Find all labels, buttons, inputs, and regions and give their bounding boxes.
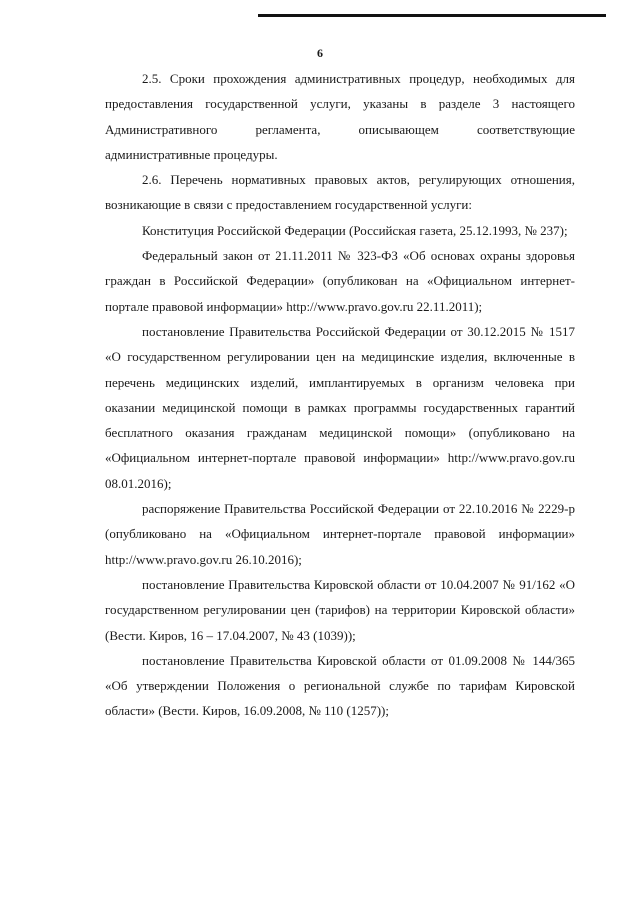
paragraph-2-6: 2.6. Перечень нормативных правовых актов, регулирующих отношения, возникающие в связи с предоставлением государственной услуги: bbox=[105, 172, 575, 213]
paragraph-2-5: 2.5. Сроки прохождения административных процедур, необходимых для предоставления государственной услуги, указаны в разделе 3 настоящего Административного регламента, описывающем соответствующие административные процедуры. bbox=[105, 71, 575, 162]
legal-act-kirov-91-162: постановление Правительства Кировской области от 10.04.2007 № 91/162 «О государственном регулировании цен (тарифов) на территории Кировской области» (Вести. Киров, 16 – 17.04.2007, № 43 (1039)); bbox=[105, 576, 575, 643]
legal-act-order-2229: распоряжение Правительства Российской Федерации от 22.10.2016 № 2229-р (опубликовано на «Официальном интернет-портале правовой информации» http://www.pravo.gov.ru 26.10.2016); bbox=[105, 501, 575, 567]
legal-act-kirov-144-365: постановление Правительства Кировской области от 01.09.2008 № 144/365 «Об утверждении Положения о региональной службе по тарифам Кировской области» (Вести. Киров, 16.09.2008, № 110 (1257)); bbox=[105, 652, 575, 719]
legal-act-federal-law-323: Федеральный закон от 21.11.2011 № 323-ФЗ «Об основах охраны здоровья граждан в Российской Федерации» (опубликован на «Официальном интернет-портале правовой информации» http://www.pravo.gov.ru 22.11.2011); bbox=[105, 248, 575, 314]
legal-act-resolution-1517: постановление Правительства Российской Федерации от 30.12.2015 № 1517 «О государственном регулировании цен на медицинские изделия, включенные в перечень медицинских изделий, имплантируемых в организм человека при оказании медицинской помощи в рамках программы государственных гарантий бесплатного оказания гражданам медицинской помощи» (опубликовано на «Официальном интернет-портале правовой информации» http://www.pravo.gov.ru 08.01.2016); bbox=[105, 323, 575, 491]
page-number: 6 bbox=[317, 46, 323, 60]
legal-act-constitution: Конституция Российской Федерации (Российская газета, 25.12.1993, № 237); bbox=[142, 222, 568, 238]
top-rule bbox=[258, 14, 606, 17]
document-body bbox=[105, 66, 575, 724]
